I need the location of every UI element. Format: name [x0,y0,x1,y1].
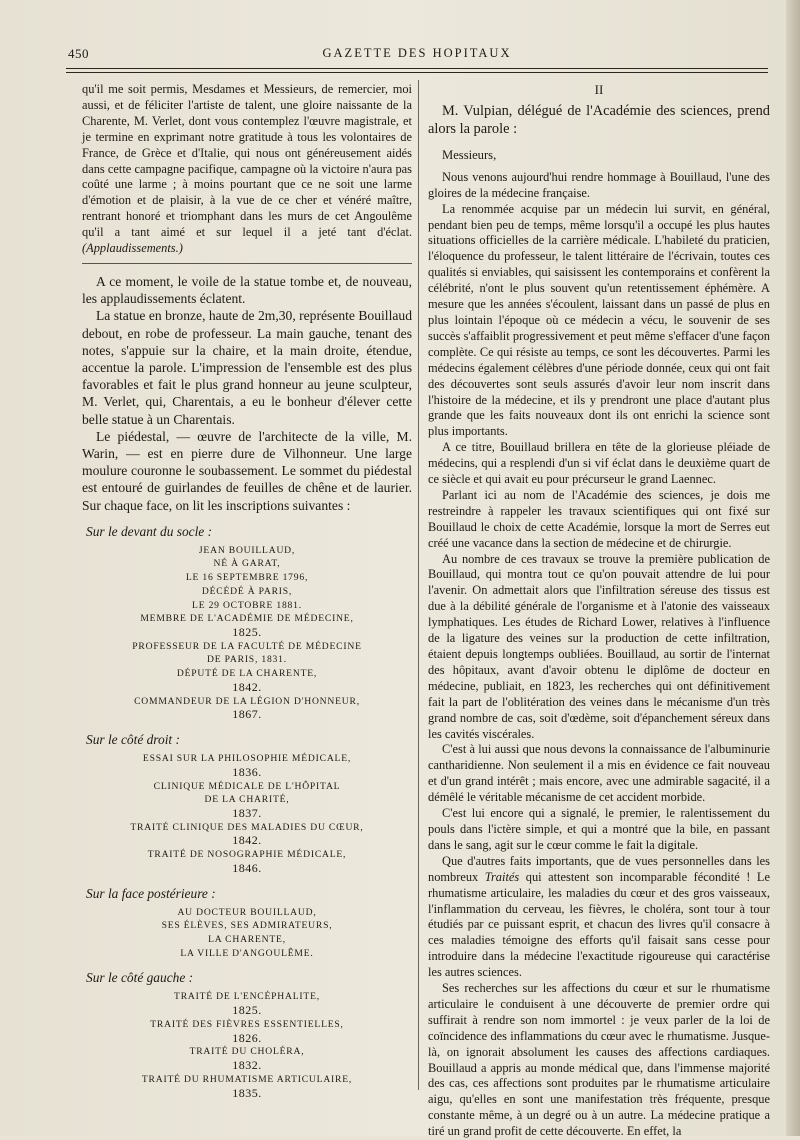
speech-paragraph: La renommée acquise par un médecin lui survit, en général, pendant bien peu de temps, même lorsqu'il a occupé les plus hautes situations officielles de la carrière médicale. L'habileté du praticien, l'éloquence du professeur, le talent littéraire de l'écrivain, toutes ces qualités si enviables, qui saisissent les contemporains et confèrent la célébrité, n'ont le plus souvent qu'un retentissement éphémère. A mesure que les années s'écoulent, laissant dans un passé de plus en plus lointain l'époque où ce médecin a vécu, le souvenir de ses succès s'affaiblit progressivement et peut même s'effacer d'une façon complète. Ce qui résiste au temps, ce sont les découvertes. Parmi les médecins également célèbres d'une période donnée, ceux qui ont fait des découvertes sont seuls assurés d'avoir leur nom inscrit dans l'histoire de la médecine, et ils y prendront une place d'autant plus grande que les faits nouveaux dont ils ont enrichi la science sont plus importants. [428,201,770,439]
inscription-year: 1846. [232,860,262,875]
inscription-line: COMMANDEUR DE LA LÉGION D'HONNEUR, [134,695,360,707]
inscription-year: 1837. [232,805,262,820]
inscription-line: TRAITÉ CLINIQUE DES MALADIES DU CŒUR, [130,821,364,833]
inscription-face-title: Sur le côté droit : [86,732,180,748]
inscription-line: LE 16 SEPTEMBRE 1796, [185,572,309,584]
inscription-line: DÉPUTÉ DE LA CHARENTE, [176,668,318,680]
speech-paragraph-traites [428,854,770,981]
inscription-line: DE LA CHARITÉ, [204,794,290,806]
inscription-face-title: Sur la face postérieure : [86,885,216,901]
inscription-line: JEAN BOUILLAUD, [198,544,296,556]
inscription-face-title: Sur le côté gauche : [86,970,194,986]
traites-title: Traités [484,869,520,884]
left-column [82,82,412,1100]
inscription-year: 1842. [232,679,262,694]
intro-text: qu'il me soit permis, Mesdames et Messieurs, de remercier, moi aussi, et de féliciter l'artiste de talent, une gloire naissante de la Charente, M. Verlet, dont vous contemplez l'œuvre magistrale, et je termine en exprimant notre gratitude à tous les volontaires de France, de Grèce et d'Italie, qui nous ont généreusement aidés dans cette campagne pacifique, campagne où la victoire n'aura pas coûté une larme ; à moins pourtant que ce ne soit une larme d'émotion et de plaisir, à la vue de ce cher et vénéré maître, rentrant honoré et triomphant dans les murs de cet Angoulême qu'il a tant aimé et sur lequel il a jeté tant d'éclat. [82,82,412,240]
paragraph-statue: La statue en bronze, haute de 2m,30, représente Bouillaud debout, en robe de professeur. La main gauche, tenant des notes, s'appuie sur la chaire, et la main droite, étendue, accentue la parole. L'impression de l'ensemble est des plus favorables et fait le plus grand honneur au jeune sculpteur, M. Verlet, qui, Charentais, a eu le bonheur d'élever cette belle statue à un Charentais. [82,308,412,427]
inscription-line: ESSAI SUR LA PHILOSOPHIE MÉDICALE, [142,753,352,765]
header-rule-thin [66,72,768,73]
speech-paragraph: Au nombre de ces travaux se trouve la première publication de Bouillaud, qui montra tout ce qu'on pouvait attendre de lui pour l'avenir. On admettait alors que l'infiltration séreuse des tissus est due à la débilité générale de l'organisme et à l'atonie des vaisseaux lymphatiques. Les études de Richard Lower, relatives à l'influence de la ligature des veines sur la production de cette infiltration, étaient depuis longtemps oubliées. Bouillaud, au sortir de l'internat des hôpitaux, avant d'avoir obtenu le diplôme de docteur en médecine, publiait, en 1823, les recherches qui ont définitivement fait la part de l'oblitération des veines dans le mécanisme d'un très grand nombre de cas, soit d'œdème, soit d'épanchement séreux dans les cavités viscérales. [428,551,770,741]
inscription-line: NÉ À GARAT, [213,558,281,570]
header-rule [66,68,768,69]
section-number: II [594,82,604,97]
page-number: 450 [68,46,89,61]
paragraph-unveiling: A ce moment, le voile de la statue tombe et, de nouveau, les applaudissements éclatent. [82,273,412,307]
applause-note: (Applaudissements.) [82,241,183,256]
intro-paragraph [82,82,412,257]
speech-paragraph: A ce titre, Bouillaud brillera en tête de la glorieuse pléiade de médecins, qui a resplendi d'un si vif éclat dans le deuxième quart de ce siècle et qui avait eu pour précurseur le grand Laennec. [428,440,770,487]
speech-paragraph: Parlant ici au nom de l'Académie des sciences, je dois me restreindre à rappeler les travaux scientifiques qui ont fixé sur Bouillaud le choix de cette Académie, lorsque la mort de Serres eut créé une vacance dans la section de médecine et de chirurgie. [428,487,770,550]
inscription-year: 1836. [232,764,262,779]
page-header [66,44,768,64]
inscription-line: LA VILLE D'ANGOULÊME. [180,947,314,959]
inscription-line: MEMBRE DE L'ACADÉMIE DE MÉDECINE, [140,613,354,625]
inscription-line: TRAITÉ DE L'ENCÉPHALITE, [174,991,320,1003]
inscription-line: TRAITÉ DU RHUMATISME ARTICULAIRE, [141,1073,353,1085]
inscription-line: LA CHARENTE, [208,934,286,946]
speech-paragraph: Nous venons aujourd'hui rendre hommage à Bouillaud, l'une des gloires de la médecine française. [428,169,770,200]
inscription-year: 1842. [232,833,262,848]
speech-paragraph: C'est à lui aussi que nous devons la connaissance de l'albuminurie cantharidienne. Non seulement il a mis en évidence ce fait nouveau et d'un grand intérêt ; mais encore, avec une admirable sagacité, il a démêlé le véritable mécanisme de cet accident morbide. [428,742,770,805]
inscription-face-title: Sur le devant du socle : [86,523,213,539]
column-divider [418,80,419,1090]
speech-paragraph: Ses recherches sur les affections du cœur et sur le rhumatisme articulaire le conduisent à une découverte de premier ordre qui suffirait à rendre son nom immortel : je veux parler de la loi de coïncidence des inflammations du cœur avec le rhumatisme. Jusque-là, on ignorait absolument les causes des affections cardiaques. Bouillaud a appris au monde médical que, dans l'immense majorité des cas, ces affections sont produites par le rhumatisme articulaire aigu, qu'elles en sont une manifestation très fréquente, presque constante même, à un degré ou à un autre. La médecine pratique a tiré un grand profit de cette découverte. En effet, la [428,981,770,1139]
inscription-year: 1832. [232,1058,262,1073]
inscription-year: 1826. [232,1030,262,1045]
inscription-line: DÉCÉDÉ À PARIS, [201,585,293,597]
speech-paragraph: C'est lui encore qui a signalé, le premier, le ralentissement du pouls dans l'ictère simple, et qui a montré que la bile, en passant dans le sang, agit sur le cœur comme le fait la digitale. [428,806,770,852]
inscription-line: TRAITÉ DES FIÈVRES ESSENTIELLES, [150,1018,344,1030]
inscription-line: LE 29 OCTOBRE 1881. [192,599,302,611]
inscription-line: AU DOCTEUR BOUILLAUD, [177,906,317,918]
inscription-line: CLINIQUE MÉDICALE DE L'HÔPITAL [153,780,341,792]
inscription-line: DE PARIS, 1831. [207,654,287,666]
section-rule [82,263,412,264]
inscription-line: TRAITÉ DU CHOLÉRA, [189,1046,305,1058]
traites-lead: Que d'autres faits importants, que de vues personnelles dans les nombreux [428,853,770,884]
inscription-year: 1835. [232,1085,262,1100]
orator-intro: M. Vulpian, délégué de l'Académie des sciences, prend alors la parole : [428,102,770,137]
page-edge [786,0,800,1136]
salutation: Messieurs, [442,147,497,162]
inscription-line: SES ÉLÈVES, SES ADMIRATEURS, [161,920,333,932]
inscription-year: 1825. [232,624,262,639]
inscription-line: TRAITÉ DE NOSOGRAPHIE MÉDICALE, [147,849,347,861]
paragraph-pedestal: Le piédestal, — œuvre de l'architecte de la ville, M. Warin, — est en pierre dure de Vilhonneur. Une large moulure couronne le soubassement. Le sommet du piédestal est entouré de guirlandes de feuilles de chêne et de laurier. Sur chaque face, on lit les inscriptions suivantes : [82,428,412,513]
right-column [428,82,770,1140]
journal-title: GAZETTE DES HOPITAUX [322,46,512,60]
inscription-year: 1867. [232,707,262,722]
inscriptions [82,524,412,1101]
inscription-line: PROFESSEUR DE LA FACULTÉ DE MÉDECINE [132,640,362,652]
inscription-year: 1825. [232,1003,262,1018]
traites-rest: qui attestent son incomparable fécondité ! Le rhumatisme articulaire, les maladies du cœur et des gros vaisseaux, l'inflammation du cerveau, les fièvres, le choléra, sont tour à tour étudiés par ce puissant esprit, et chacun des livres qu'il consacre à ces maladies témoigne des efforts qu'il faisait sans cesse pour introduire dans la médecine l'exactitude rigoureuse qui caractérise les autres sciences. [428,869,770,980]
